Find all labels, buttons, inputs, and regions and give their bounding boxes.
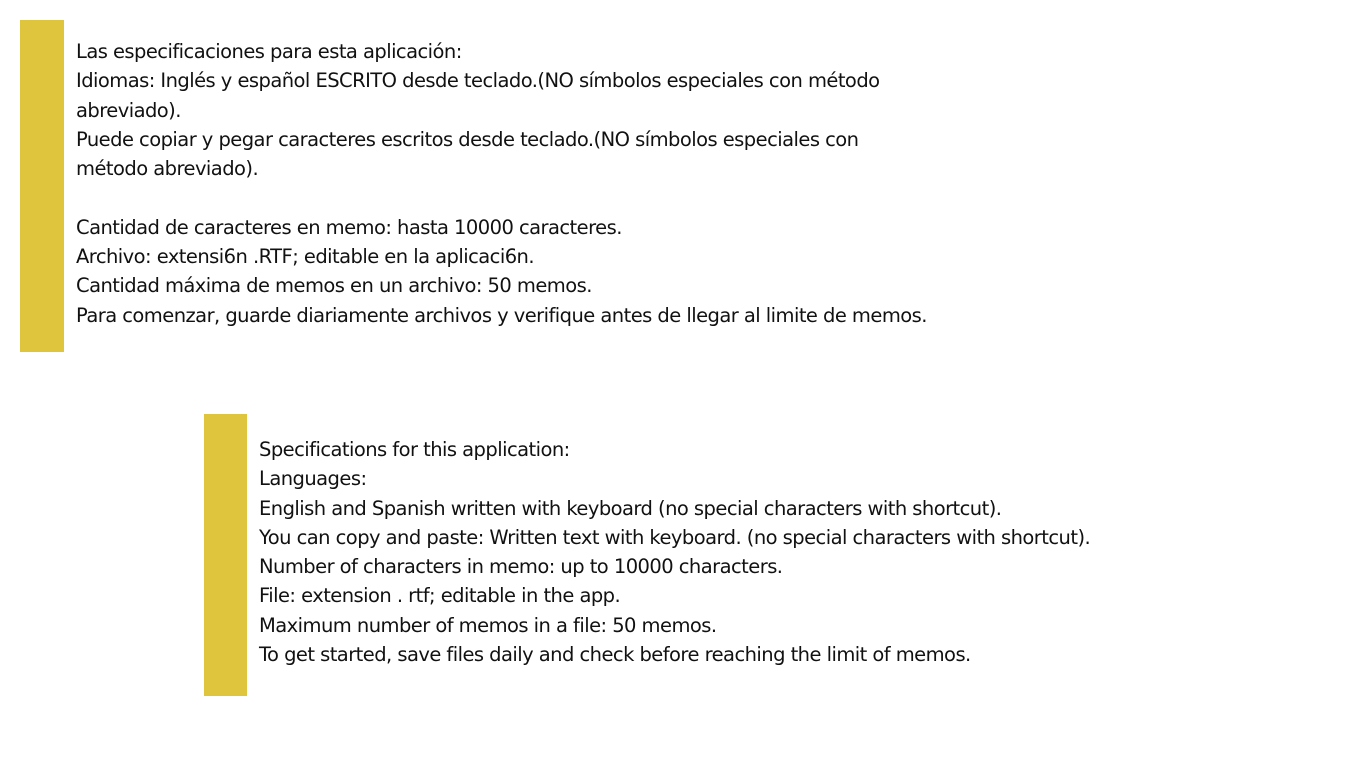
spec-line: Specifications for this application: [259,438,570,461]
spec-line: Las especificaciones para esta aplicación: [76,40,462,63]
spec-line: método abreviado). [76,157,259,181]
spec-line: Para comenzar, guarde diariamente archivos y verifique antes de llegar al limite de memos. [76,303,927,327]
spec-line: Archivo: extensi6n .RTF; editable en la aplicaci6n. [76,245,535,269]
spec-line: Number of characters in memo: up to 10000 characters. [259,555,783,579]
spanish-specifications [76,37,927,330]
spec-line: File: extension . rtf; editable in the app. [259,584,621,608]
spec-line: Languages: [259,467,367,491]
accent-bar-english [204,414,247,696]
english-specifications [259,435,1090,669]
spec-line: Maximum number of memos in a file: 50 memos. [259,613,717,637]
spec-line: abreviado). [76,98,181,122]
spec-line: Idiomas: Inglés y español ESCRITO desde teclado.(NO símbolos especiales con método [76,69,880,93]
spec-line: Puede copiar y pegar caracteres escritos desde teclado.(NO símbolos especiales con [76,127,859,151]
spec-line: To get started, save files daily and check before reaching the limit of memos. [259,643,971,667]
accent-bar-spanish [20,20,64,352]
spec-line: Cantidad máxima de memos en un archivo: 50 memos. [76,274,592,298]
spec-line: You can copy and paste: Written text with keyboard. (no special characters with shortcut). [259,525,1091,549]
blank-line [76,183,927,212]
spec-line: English and Spanish written with keyboard (no special characters with shortcut). [259,496,1002,520]
spec-line: Cantidad de caracteres en memo: hasta 10000 caracteres. [76,215,622,239]
